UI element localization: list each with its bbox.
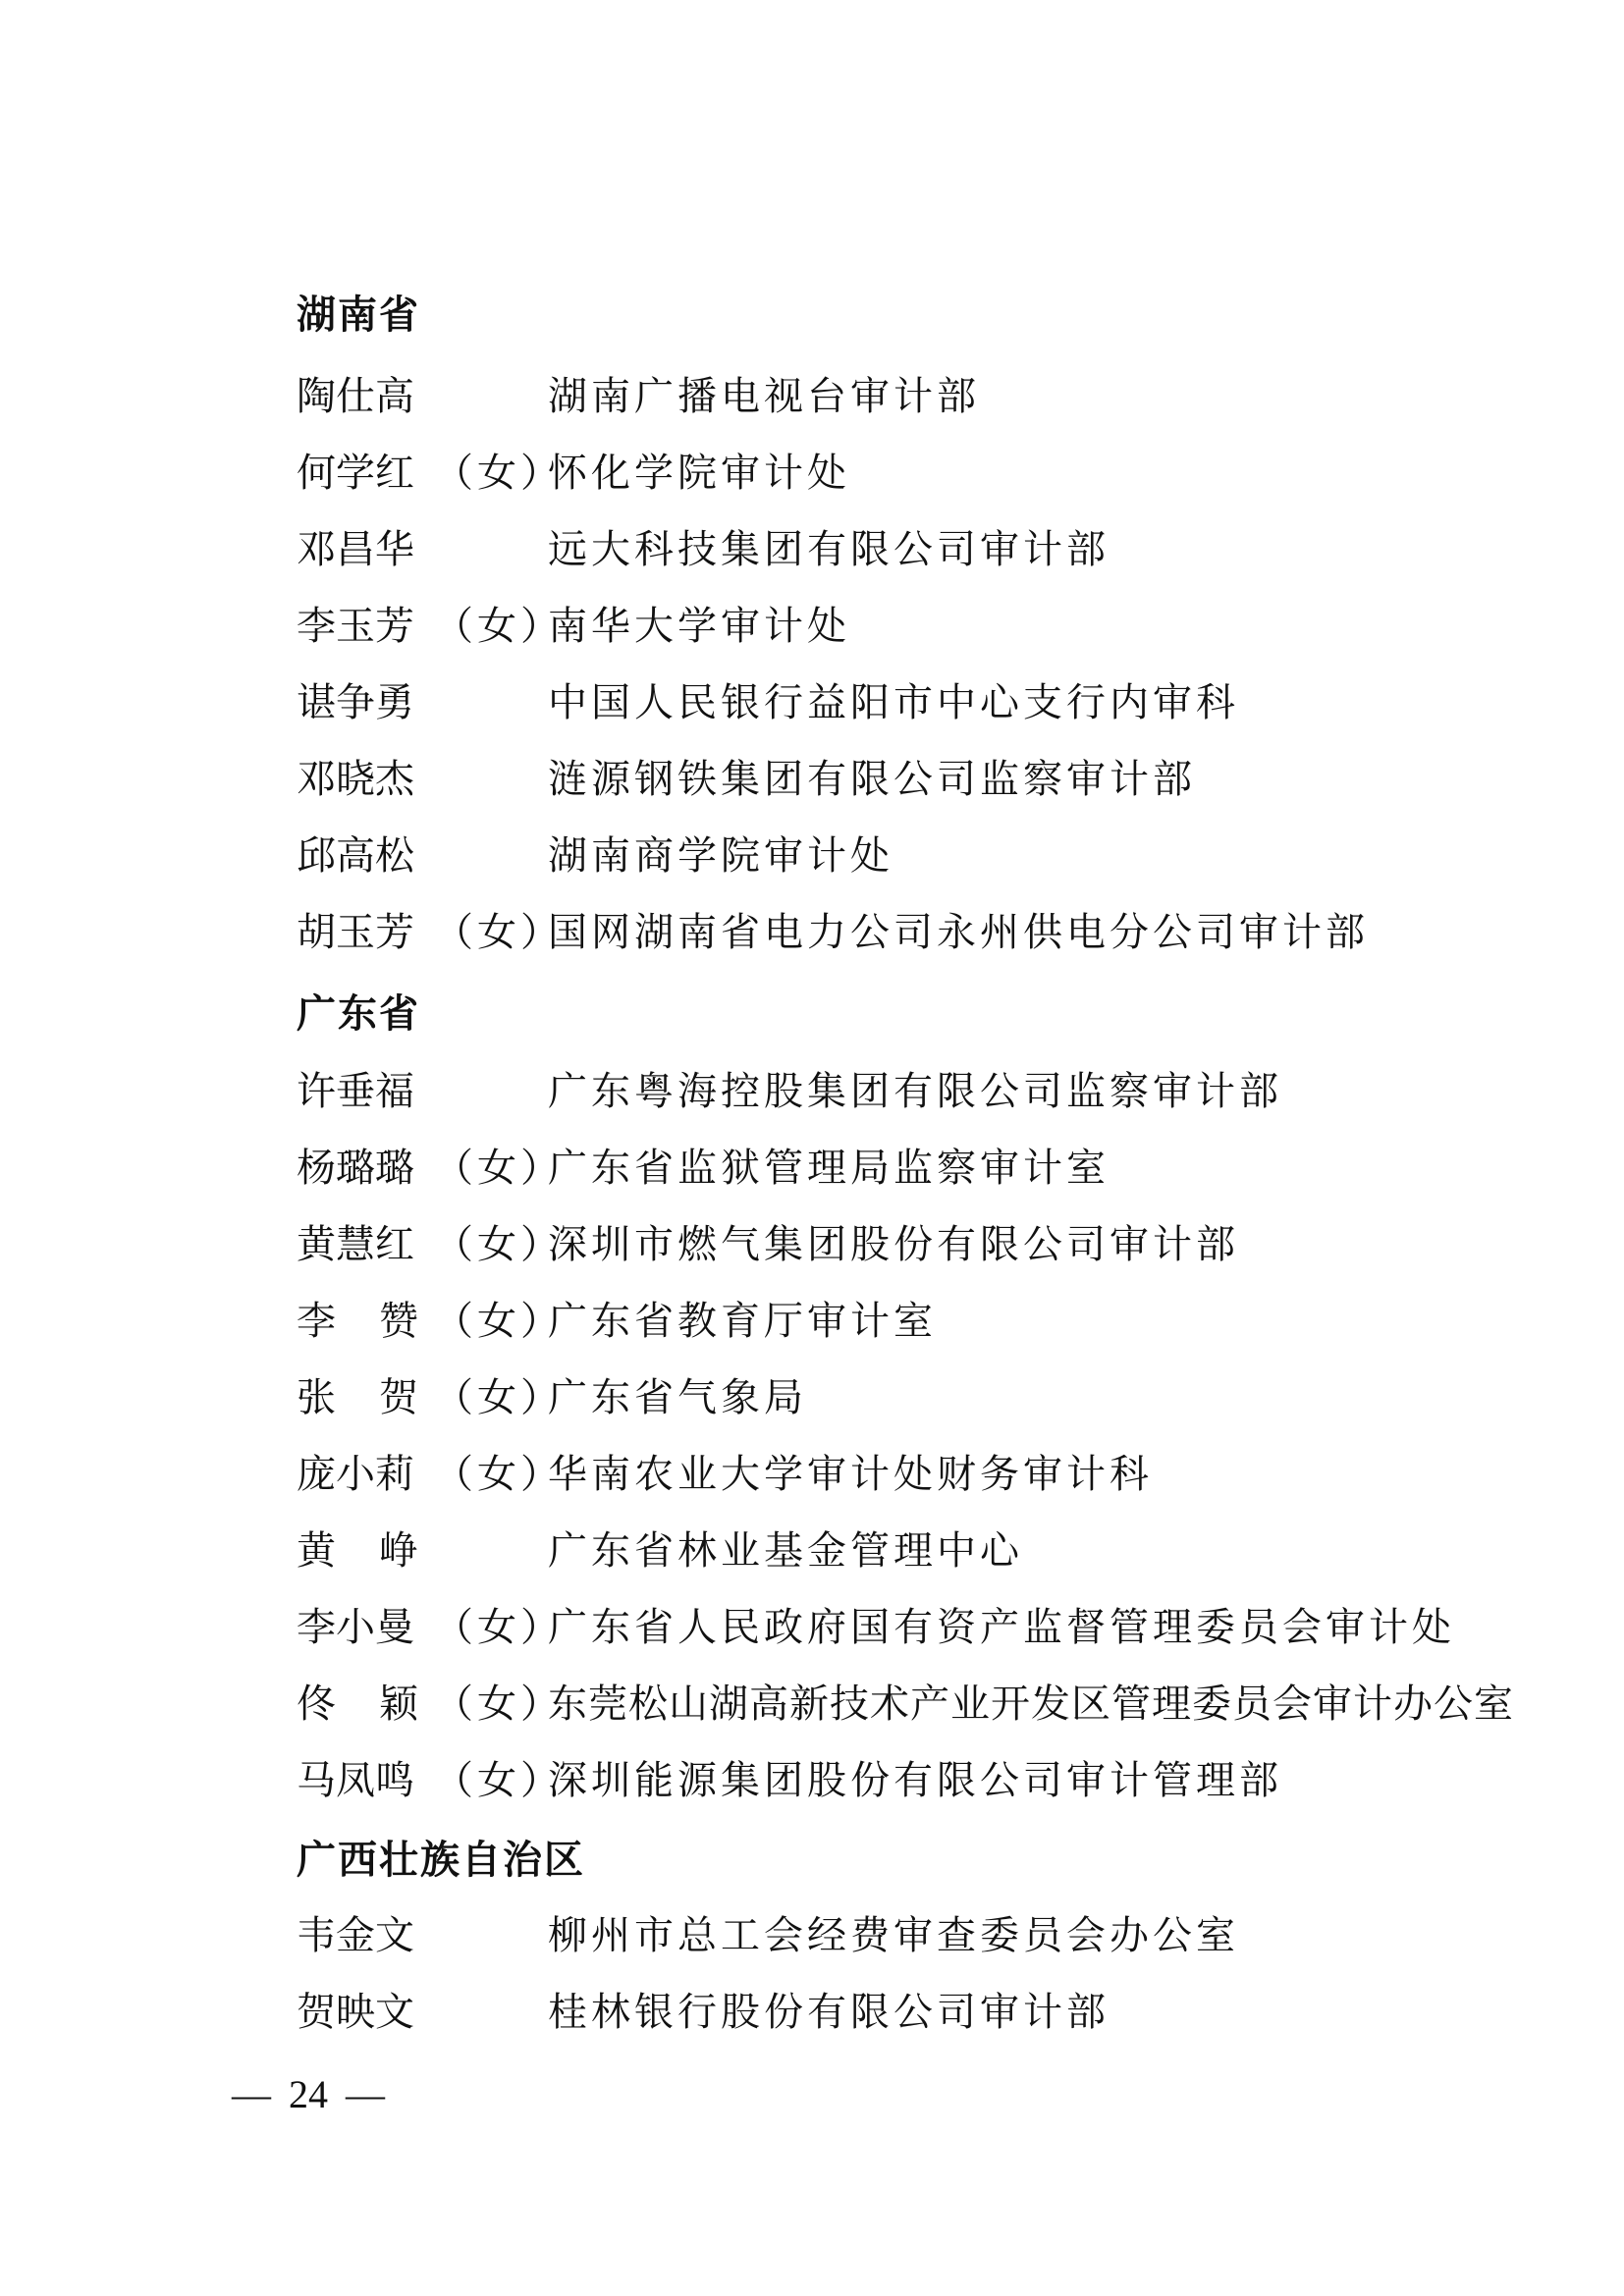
person-name: 马凤鸣	[297, 1758, 414, 1803]
page-number-dash-right: —	[346, 2072, 385, 2116]
gender-mark: （女）	[434, 604, 564, 649]
person-name: 李小曼	[297, 1605, 414, 1650]
person-name-family: 贺	[379, 1375, 418, 1420]
person-name: 韦金文	[297, 1913, 414, 1958]
person-name: 邓晓杰	[297, 757, 414, 802]
person-name-family: 峥	[379, 1528, 418, 1574]
person-name	[297, 1292, 418, 1351]
gender-mark: （女）	[434, 1299, 564, 1344]
organization: 桂林银行股份有限公司审计部	[548, 1990, 1110, 2035]
organization: 深圳市燃气集团股份有限公司审计部	[548, 1222, 1239, 1267]
person-name-given: 张	[297, 1375, 336, 1420]
organization: 国网湖南省电力公司永州供电分公司审计部	[548, 910, 1369, 955]
person-name-given: 黄	[297, 1528, 336, 1574]
person-name: 陶仕高	[297, 374, 414, 419]
person-name: 贺映文	[297, 1990, 414, 2035]
organization: 怀化学院审计处	[548, 451, 850, 496]
organization: 广东省人民政府国有资产监督管理委员会审计处	[548, 1605, 1455, 1650]
organization: 广东省监狱管理局监察审计室	[548, 1146, 1110, 1191]
organization: 湖南广播电视台审计部	[548, 374, 980, 419]
organization: 柳州市总工会经费审查委员会办公室	[548, 1913, 1239, 1958]
organization: 广东省气象局	[548, 1375, 807, 1420]
gender-mark: （女）	[434, 1146, 564, 1191]
gender-mark: （女）	[434, 1375, 564, 1420]
person-name: 黄慧红	[297, 1222, 414, 1267]
person-name: 庞小莉	[297, 1452, 414, 1497]
gender-mark: （女）	[434, 451, 564, 496]
organization: 中国人民银行益阳市中心支行内审科	[548, 680, 1239, 725]
page-number	[232, 2070, 385, 2119]
organization: 南华大学审计处	[548, 604, 850, 649]
person-name-given: 佟	[297, 1682, 336, 1727]
organization: 广东省林业基金管理中心	[548, 1528, 1023, 1574]
organization: 远大科技集团有限公司审计部	[548, 527, 1110, 572]
person-name-given: 李	[297, 1299, 336, 1344]
organization: 广东粤海控股集团有限公司监察审计部	[548, 1069, 1282, 1114]
person-name-family: 赞	[379, 1299, 418, 1344]
section-heading-hunan: 湖南省	[297, 293, 420, 338]
gender-mark: （女）	[434, 1758, 564, 1803]
person-name: 何学红	[297, 451, 414, 496]
page-number-dash-left: —	[232, 2072, 271, 2116]
person-name	[297, 1522, 418, 1580]
person-name: 邓昌华	[297, 527, 414, 572]
person-name-family: 颖	[379, 1682, 418, 1727]
person-name: 李玉芳	[297, 604, 414, 649]
person-name: 邱高松	[297, 833, 414, 879]
organization: 华南农业大学审计处财务审计科	[548, 1452, 1153, 1497]
page-number-value: 24	[289, 2072, 328, 2116]
gender-mark: （女）	[434, 1605, 564, 1650]
organization: 广东省教育厅审计室	[548, 1299, 937, 1344]
section-heading-guangxi: 广西壮族自治区	[297, 1838, 585, 1883]
gender-mark: （女）	[434, 910, 564, 955]
organization: 涟源钢铁集团有限公司监察审计部	[548, 757, 1196, 802]
organization: 深圳能源集团股份有限公司审计管理部	[548, 1758, 1282, 1803]
gender-mark: （女）	[434, 1222, 564, 1267]
organization: 东莞松山湖高新技术产业开发区管理委员会审计办公室	[548, 1682, 1514, 1727]
gender-mark: （女）	[434, 1682, 564, 1727]
person-name	[297, 1368, 418, 1427]
person-name: 胡玉芳	[297, 910, 414, 955]
organization: 湖南商学院审计处	[548, 833, 893, 879]
person-name: 许垂福	[297, 1069, 414, 1114]
person-name: 杨璐璐	[297, 1146, 414, 1191]
person-name	[297, 1675, 418, 1734]
person-name: 谌争勇	[297, 680, 414, 725]
gender-mark: （女）	[434, 1452, 564, 1497]
section-heading-guangdong: 广东省	[297, 991, 420, 1037]
